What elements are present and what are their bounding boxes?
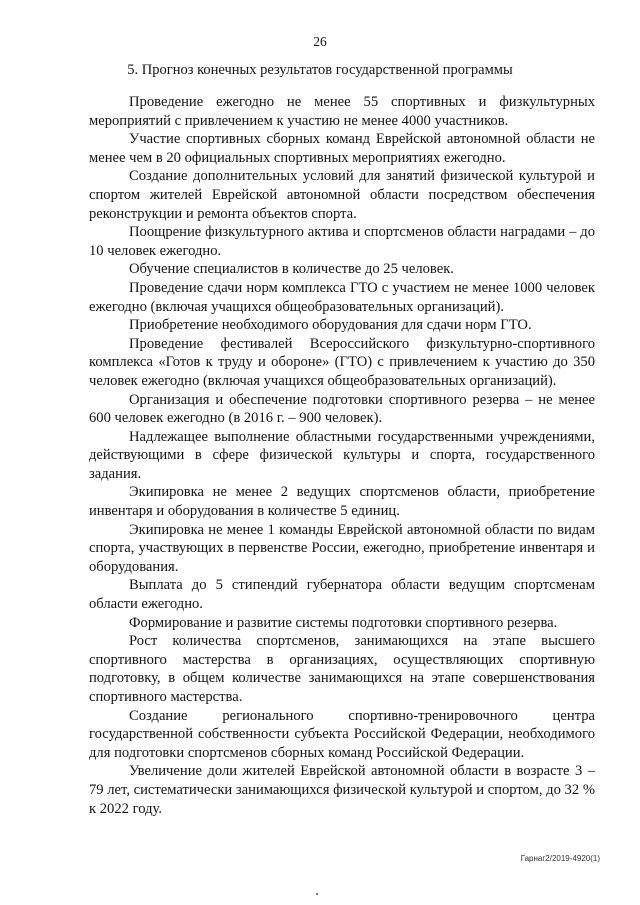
document-reference-code: Гарнаг2/2019-4920(1) (520, 854, 600, 863)
paragraph-high-mastery: Рост количества спортсменов, занимающихся на этапе высшего спортивного мастерства в организациях, осуществляющих спортивную подготовку, в общем количестве занимающихся на этапе совершенствования спортивного мастерства. (89, 633, 595, 705)
scan-speck (316, 893, 318, 895)
paragraph-gto-norms: Проведение сдачи норм комплекса ГТО с участием не менее 1000 человек ежегодно (включая учащихся общеобразовательных организаций). (89, 279, 595, 315)
paragraph-population-share: Увеличение доли жителей Еврейской автономной области в возрасте 3 – 79 лет, систематически занимающихся физической культурой и спортом, до 32 % к 2022 году. (89, 763, 595, 817)
paragraph-scholarships: Выплата до 5 стипендий губернатора области ведущим спортсменам области ежегодно. (89, 577, 595, 613)
paragraph-state-assignment: Надлежащее выполнение областными государственными учреждениями, действующими в сфере физической культуры и спорта, государственного задания. (89, 428, 595, 482)
paragraph-gto-equipment: Приобретение необходимого оборудования для сдачи норм ГТО. (129, 317, 532, 334)
paragraph-team-equipment: Экипировка не менее 1 команды Еврейской автономной области по видам спорта, участвующих в первенстве России, ежегодно, приобретение инвентаря и оборудования. (89, 521, 595, 575)
body-text (89, 93, 595, 818)
paragraph-awards: Поощрение физкультурного актива и спортсменов области наградами – до 10 человек ежегодно. (89, 224, 595, 259)
paragraph-training: Обучение специалистов в количестве до 25 человек. (129, 261, 454, 278)
section-title: 5. Прогноз конечных результатов государственной программы (127, 62, 513, 78)
paragraph-gto-festivals: Проведение фестивалей Всероссийского физкультурно-спортивного комплекса «Готов к труду и обороне» (ГТО) с привлечением к участию до 350 человек ежегодно (включая учащихся общеобразовательных организаций). (89, 335, 595, 389)
page-number: 26 (313, 34, 327, 49)
paragraph-sports-reserve: Организация и обеспечение подготовки спортивного резерва – не менее 600 человек ежегодно (в 2016 г. – 900 человек). (89, 391, 595, 427)
paragraph-athlete-equipment: Экипировка не менее 2 ведущих спортсменов области, приобретение инвентаря и оборудования в количестве 5 единиц. (89, 484, 595, 520)
paragraph-sports-facilities: Создание дополнительных условий для занятий физической культурой и спортом жителей Еврейской автономной области посредством обеспечения реконструкции и ремонта объектов спорта. (89, 168, 595, 222)
paragraph-training-center: Создание регионального спортивно-тренировочного центра государственной собственности субъекта Российской Федерации, необходимого для подготовки спортсменов сборных команд Российской Федерации. (89, 707, 595, 761)
paragraph-reserve-system: Формирование и развитие системы подготовки спортивного резерва. (129, 614, 558, 631)
paragraph-events: Проведение ежегодно не менее 55 спортивных и физкультурных мероприятий с привлечением к участию не менее 4000 участников. (89, 94, 595, 129)
paragraph-team-participation: Участие спортивных сборных команд Еврейской автономной области не менее чем в 20 официальных спортивных мероприятиях ежегодно. (89, 131, 595, 166)
